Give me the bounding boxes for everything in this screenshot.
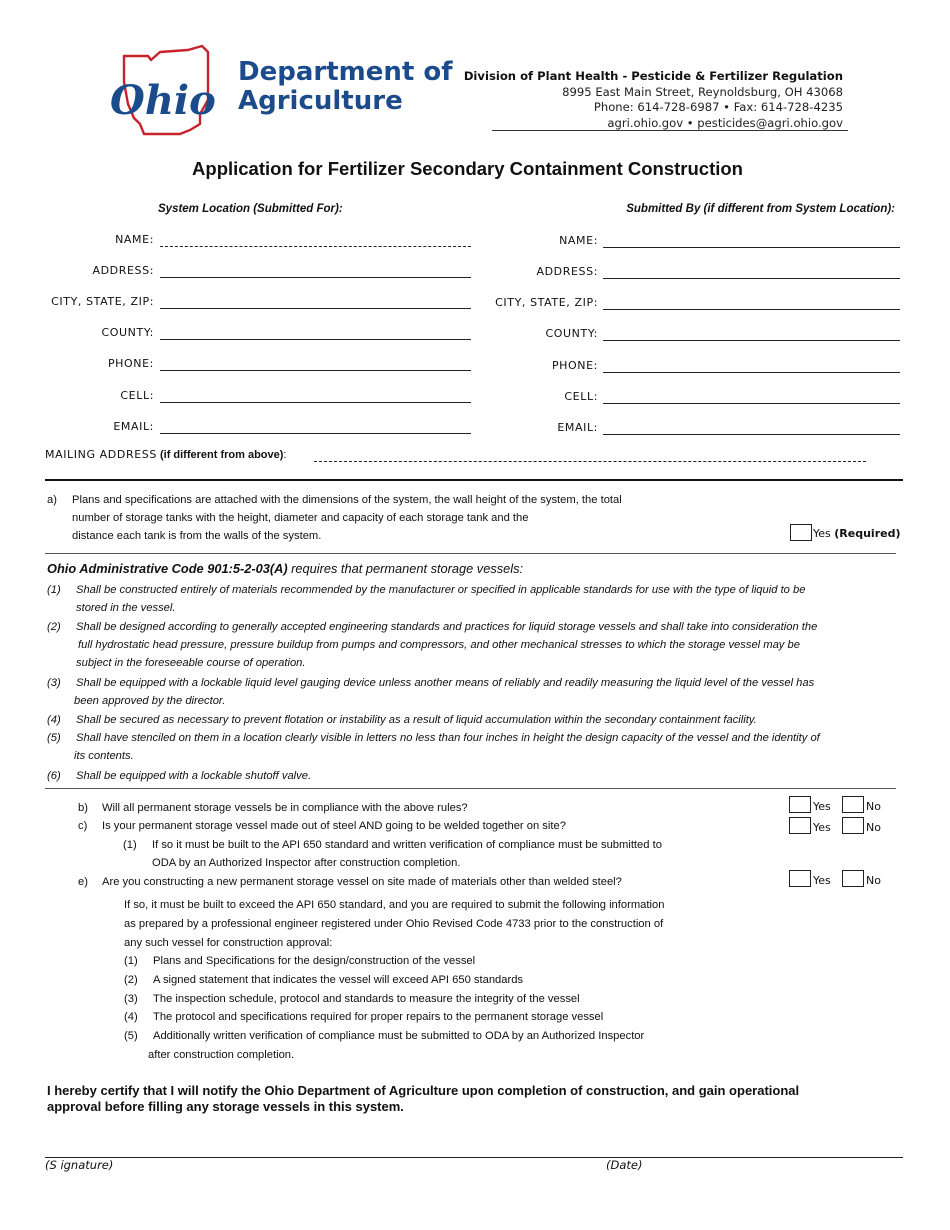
certification-line-2: approval before filling any storage vessels in this system. <box>47 1099 404 1114</box>
code-item-5 <box>76 729 906 765</box>
location-phone-field[interactable] <box>160 370 471 371</box>
code-item-3 <box>76 674 906 710</box>
code-item-1 <box>76 581 906 617</box>
item-a-line-1: Plans and specifications are attached with the dimensions of the system, the wall height of the system, the total <box>72 494 622 506</box>
question-b-no-label: No <box>866 800 881 813</box>
submitter-email-label: EMAIL: <box>557 421 598 434</box>
signature-label: (S ignature) <box>45 1158 114 1172</box>
submitter-name-label: NAME: <box>559 234 598 247</box>
question-c-yes-label: Yes <box>813 821 831 834</box>
question-e-paragraph <box>124 896 764 952</box>
division-web-email: agri.ohio.gov • pesticides@agri.ohio.gov <box>607 115 843 130</box>
code-item-6 <box>76 767 906 785</box>
location-city-field[interactable] <box>160 308 471 309</box>
page-title: Application for Fertilizer Secondary Containment Construction <box>192 158 743 179</box>
code-item-2 <box>76 618 906 672</box>
list-item: (5) Additionally written verification of compliance must be submitted to ODA by an Authorized Inspector <box>124 1030 645 1043</box>
code-title: Ohio Administrative Code 901:5-2-03(A) <box>47 561 288 576</box>
mailing-label: MAILING ADDRESS <box>45 448 157 461</box>
location-heading: System Location (Submitted For): <box>158 203 343 215</box>
list-item: (4) The protocol and specifications required for proper repairs to the permanent storage vessel <box>124 1011 604 1024</box>
code-item-6-num: (6) <box>47 770 61 782</box>
submitter-county-field[interactable] <box>603 340 900 341</box>
question-b-no-checkbox[interactable] <box>842 796 864 813</box>
submitter-phone-label: PHONE: <box>551 359 598 372</box>
submitter-email-field[interactable] <box>603 434 900 435</box>
location-email-label: EMAIL: <box>113 420 154 433</box>
code-item-4 <box>76 711 906 729</box>
dept-line-1: Department of <box>238 57 453 87</box>
question-e-text: Are you constructing a new permanent storage vessel on site made of materials other than welded steel? <box>102 876 622 888</box>
code-item-5-num: (5) <box>47 732 61 744</box>
question-e-letter: e) <box>78 876 88 888</box>
code-item-1-num: (1) <box>47 584 61 596</box>
location-name-field[interactable] <box>160 246 471 247</box>
location-county-label: COUNTY: <box>101 326 154 339</box>
location-county-field[interactable] <box>160 339 471 340</box>
code-item-5-line-1: Shall have stenciled on them in a location clearly visible in letters no less than four inches in height the design capacity of the vessel and the identity of <box>76 732 820 744</box>
list-item: (3) The inspection schedule, protocol and standards to measure the integrity of the vessel <box>124 992 580 1005</box>
code-intro: requires that permanent storage vessels: <box>287 561 524 576</box>
submitter-heading: Submitted By (if different from System Location): <box>626 203 895 215</box>
question-e-para-1: If so, it must be built to exceed the API 650 standard, and you are required to submit the following information <box>124 899 665 911</box>
code-divider <box>45 788 896 789</box>
item-a-line-3: distance each tank is from the walls of the system. <box>72 530 322 542</box>
ohio-logo-icon <box>104 42 234 136</box>
date-label: (Date) <box>606 1158 643 1172</box>
submitter-city-field[interactable] <box>603 309 900 310</box>
question-b-yes-label: Yes <box>813 800 831 813</box>
location-phone-label: PHONE: <box>107 357 154 370</box>
question-c-no-checkbox[interactable] <box>842 817 864 834</box>
question-c-yes-checkbox[interactable] <box>789 817 811 834</box>
mailing-note: (if different from above) <box>159 449 284 461</box>
question-c1-line-2: ODA by an Authorized Inspector after construction completion. <box>152 857 461 869</box>
location-address-label: ADDRESS: <box>92 264 154 277</box>
item-a-yes-label <box>813 527 901 540</box>
question-c1-num: (1) <box>123 839 137 851</box>
department-name <box>238 58 453 116</box>
question-e-yes-checkbox[interactable] <box>789 870 811 887</box>
mailing-colon: : <box>283 449 287 461</box>
item-a-yes-text: Yes <box>813 527 831 540</box>
question-e-para-3: any such vessel for construction approval: <box>124 936 333 949</box>
submitter-county-label: COUNTY: <box>545 327 598 340</box>
division-address: 8995 East Main Street, Reynoldsburg, OH 43068 <box>562 84 843 99</box>
code-item-4-line-1: Shall be secured as necessary to prevent flotation or instability as a result of liquid accumulation within the secondary containment facility. <box>76 714 757 726</box>
item-a-yes-checkbox[interactable] <box>790 524 812 541</box>
submitter-address-label: ADDRESS: <box>536 265 598 278</box>
question-b-letter: b) <box>78 802 88 814</box>
question-e-list <box>124 952 764 1065</box>
code-item-2-num: (2) <box>47 621 61 633</box>
submitter-address-field[interactable] <box>603 278 900 279</box>
list-item-continuation: after construction completion. <box>148 1048 295 1061</box>
submitter-cell-label: CELL: <box>564 390 598 403</box>
question-b-text: Will all permanent storage vessels be in compliance with the above rules? <box>102 802 468 814</box>
code-item-1-line-2: stored in the vessel. <box>76 602 176 614</box>
location-email-field[interactable] <box>160 433 471 434</box>
submitter-city-label: CITY, STATE, ZIP: <box>495 296 598 309</box>
submitter-phone-field[interactable] <box>603 372 900 373</box>
division-name: Division of Plant Health - Pesticide & Fertilizer Regulation <box>463 69 843 83</box>
question-b-yes-checkbox[interactable] <box>789 796 811 813</box>
location-cell-label: CELL: <box>120 389 154 402</box>
question-c1-line-1: If so it must be built to the API 650 standard and written verification of compliance must be submitted to <box>152 839 662 851</box>
code-item-3-line-1: Shall be equipped with a lockable liquid level gauging device unless another means of reliably and readily measuring the liquid level of the vessel has <box>76 677 815 689</box>
svg-text:Ohio: Ohio <box>110 77 216 124</box>
question-c-letter: c) <box>78 820 88 832</box>
question-e-no-label: No <box>866 874 881 887</box>
code-item-2-line-3: subject in the foreseeable course of operation. <box>76 657 306 669</box>
certification-statement <box>47 1083 907 1115</box>
question-c-no-label: No <box>866 821 881 834</box>
list-item: (1) Plans and Specifications for the design/construction of the vessel <box>124 955 476 967</box>
submitter-name-field[interactable] <box>603 247 900 248</box>
division-phone-fax: Phone: 614-728-6987 • Fax: 614-728-4235 <box>593 100 843 114</box>
division-contact <box>464 69 843 131</box>
code-item-1-line-1: Shall be constructed entirely of materials recommended by the manufacturer or specified in applicable standards for use with the type of liquid to be <box>76 584 806 596</box>
code-item-6-line-1: Shall be equipped with a lockable shutoff valve. <box>76 770 312 782</box>
question-c-text: Is your permanent storage vessel made out of steel AND going to be welded together on site? <box>102 820 566 832</box>
signature-line[interactable] <box>45 1157 903 1158</box>
code-item-2-line-1: Shall be designed according to generally accepted engineering standards and practices for liquid storage vessels and shall take into consideration the <box>76 621 818 633</box>
location-address-field[interactable] <box>160 277 471 278</box>
mailing-address-label <box>45 448 286 461</box>
location-city-label: CITY, STATE, ZIP: <box>51 295 154 308</box>
question-e-yes-label: Yes <box>813 874 831 887</box>
question-c1-text <box>152 836 772 872</box>
item-a-divider <box>45 553 896 554</box>
code-item-3-line-2: been approved by the director. <box>74 695 226 707</box>
submitter-cell-field[interactable] <box>603 403 900 404</box>
location-name-label: NAME: <box>115 233 154 246</box>
code-item-2-line-2: full hydrostatic head pressure, pressure buildup from pumps and compressors, and other mechanical stresses to which the storage vessel may be <box>78 639 800 651</box>
code-item-3-num: (3) <box>47 677 61 689</box>
mailing-address-field[interactable] <box>314 461 866 462</box>
location-cell-field[interactable] <box>160 402 471 403</box>
list-item: (2) A signed statement that indicates the vessel will exceed API 650 standards <box>124 973 524 986</box>
item-a-required: (Required) <box>834 527 901 540</box>
code-item-5-line-2: its contents. <box>74 750 134 762</box>
item-a-text <box>72 491 712 545</box>
item-a-line-2: number of storage tanks with the height, diameter and capacity of each storage tank and the <box>72 512 529 524</box>
dept-line-2: Agriculture <box>238 86 403 116</box>
item-a-letter: a) <box>47 494 57 506</box>
question-e-no-checkbox[interactable] <box>842 870 864 887</box>
question-e-para-2: as prepared by a professional engineer registered under Ohio Revised Code 4733 prior to the construction of <box>124 917 664 930</box>
code-heading <box>47 561 523 576</box>
code-item-4-num: (4) <box>47 714 61 726</box>
section-divider <box>45 479 903 481</box>
certification-line-1: I hereby certify that I will notify the Ohio Department of Agriculture upon completion of construction, and gain operational <box>47 1083 800 1098</box>
